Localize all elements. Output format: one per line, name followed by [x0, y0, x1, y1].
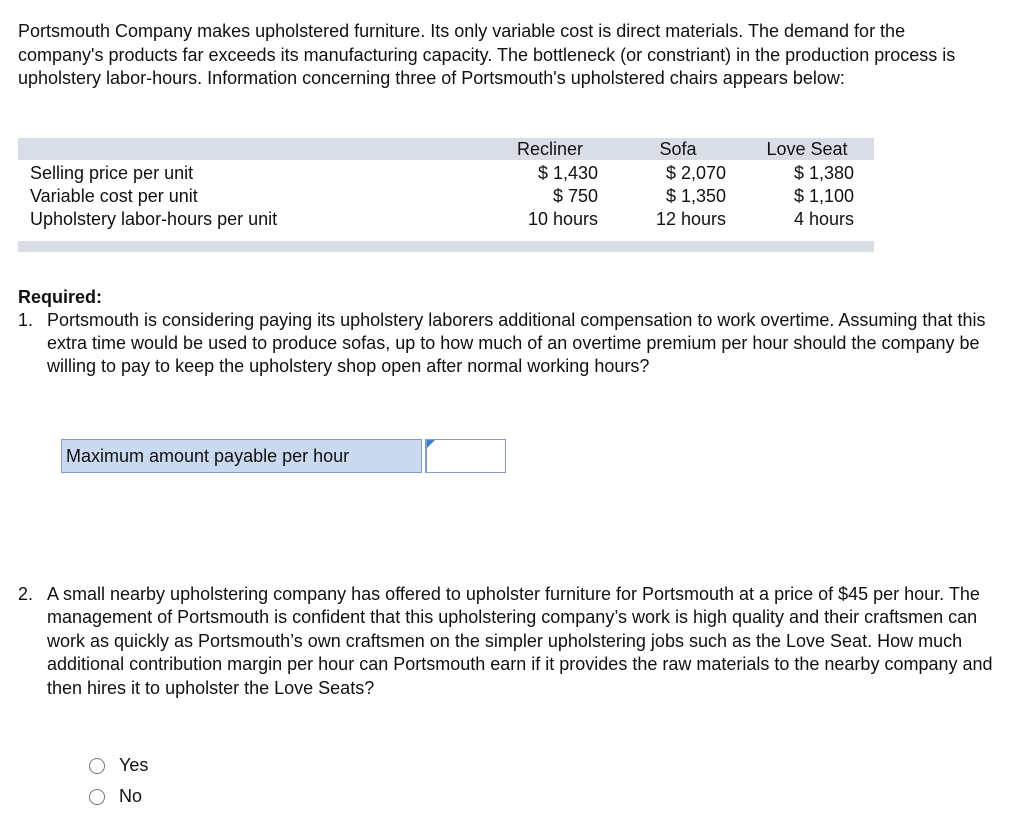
cell-loveseat-cost: $ 1,100 — [793, 186, 854, 206]
row-label-labor-hours: Upholstery labor-hours per unit — [30, 209, 278, 229]
header-love-seat: Love Seat — [766, 139, 848, 159]
table-header-band — [18, 138, 874, 160]
row-label-variable-cost: Variable cost per unit — [30, 186, 198, 206]
header-recliner: Recliner — [516, 139, 584, 159]
header-sofa: Sofa — [659, 139, 697, 159]
cell-sofa-price: $ 2,070 — [665, 163, 726, 183]
cell-recliner-cost: $ 750 — [552, 186, 598, 206]
row-label-selling-price: Selling price per unit — [30, 163, 194, 183]
answer-options — [89, 750, 148, 812]
answer-row — [61, 439, 506, 473]
cell-sofa-hours: 12 hours — [655, 209, 726, 229]
question-1 — [18, 309, 1008, 378]
cell-loveseat-hours: 4 hours — [793, 209, 854, 229]
cell-sofa-cost: $ 1,350 — [665, 186, 726, 206]
required-section — [18, 286, 1008, 378]
question-2-number: 2. — [18, 584, 34, 604]
option-yes[interactable] — [89, 750, 148, 781]
option-no[interactable] — [89, 781, 148, 812]
radio-yes[interactable] — [89, 758, 105, 774]
required-title: Required: — [18, 287, 103, 307]
cell-loveseat-price: $ 1,380 — [793, 163, 854, 183]
question-1-text: Portsmouth is considering paying its upholstery laborers additional compensation to work overtime. Assuming that this extra time would be used to produce sofas, up to how much of an overtime premium per hour should the company be willing to pay to keep the upholstery shop open after normal working hours? — [47, 310, 986, 376]
input-marker-icon — [427, 440, 435, 448]
cell-recliner-price: $ 1,430 — [537, 163, 598, 183]
cell-recliner-hours: 10 hours — [527, 209, 598, 229]
answer-label: Maximum amount payable per hour — [61, 439, 422, 473]
problem-intro: Portsmouth Company makes upholstered furniture. Its only variable cost is direct materials. The demand for the company's products far exceeds its manufacturing capacity. The bottleneck (or constriant) in the production process is upholstery labor-hours. Information concerning three of Portsmouth's upholstered chairs appears below: — [18, 21, 956, 88]
question-2-text: A small nearby upholstering company has offered to upholster furniture for Portsmouth at a price of $45 per hour. The management of Portsmouth is confident that this upholstering company’s work is high quality and their craftsmen can work as quickly as Portsmouth’s own craftsmen on the simpler upholstering jobs such as the Love Seat. How much additional contribution margin per hour can Portsmouth earn if it provides the raw materials to the nearby company and then hires it to upholster the Love Seats? — [47, 584, 993, 698]
radio-no[interactable] — [89, 789, 105, 805]
question-2 — [18, 583, 1008, 700]
product-data-table — [18, 138, 874, 253]
table-footer-band — [18, 241, 874, 252]
option-no-label: No — [119, 786, 143, 806]
answer-input[interactable] — [425, 439, 506, 473]
question-1-number: 1. — [18, 310, 34, 330]
option-yes-label: Yes — [119, 755, 149, 775]
